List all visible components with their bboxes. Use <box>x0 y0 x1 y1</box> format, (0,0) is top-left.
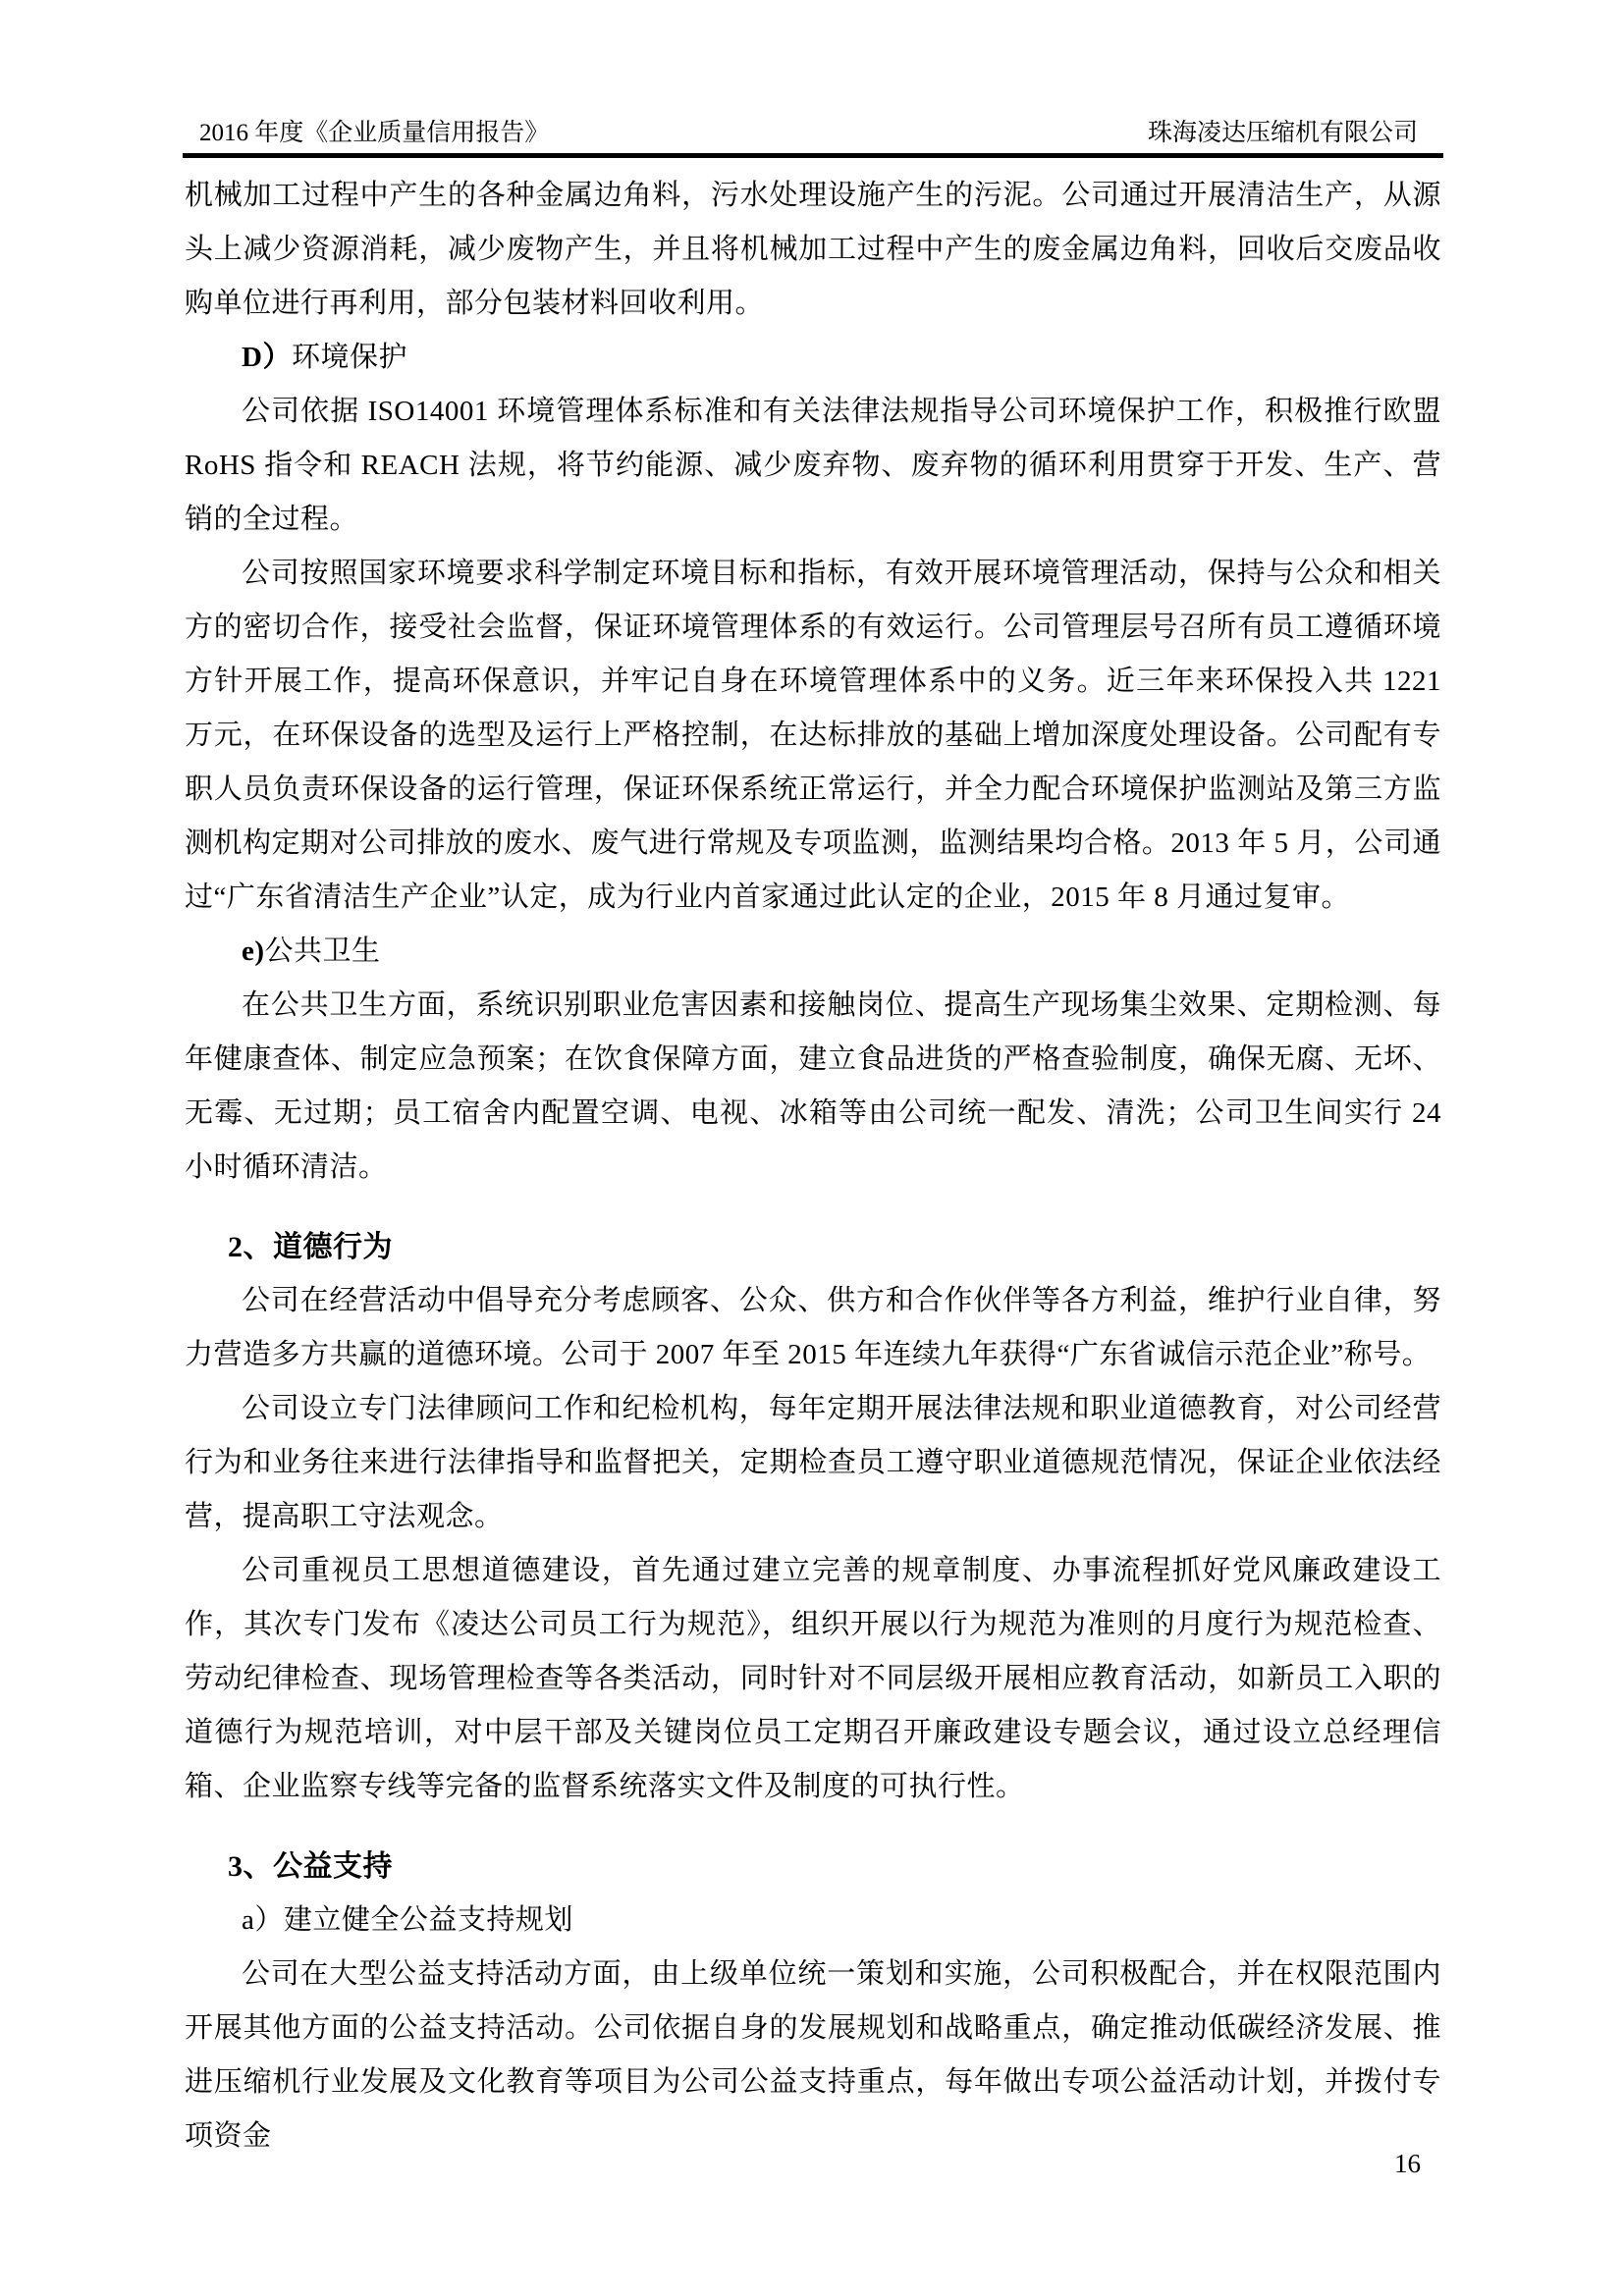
header-report-title: 2016 年度《企业质量信用报告》 <box>199 120 550 146</box>
body-paragraph: 公司设立专门法律顾问工作和纪检机构，每年定期开展法律法规和职业道德教育，对公司经营行为和业务往来进行法律指导和监督把关，定期检查员工遵守职业道德规范情况，保证企业依法经营，提高职工守法观念。 <box>185 1393 1441 1532</box>
page-number: 16 <box>1394 2149 1421 2178</box>
header-rule <box>183 153 1443 158</box>
header-company-name: 珠海凌达压缩机有限公司 <box>1147 120 1418 146</box>
section-heading-public-welfare: 3、公益支持 <box>228 1850 393 1883</box>
document-body <box>185 169 1441 2163</box>
sub-heading-prefix: e) <box>242 935 265 967</box>
sub-heading-title: 建立健全公益支持规划 <box>283 1904 573 1936</box>
body-paragraph: 公司在大型公益支持活动方面，由上级单位统一策划和实施，公司积极配合，并在权限范围内开展其他方面的公益支持活动。公司依据自身的发展规划和战略重点，确定推动低碳经济发展、推进压缩机行业发展及文化教育等项目为公司公益支持重点，每年做出专项公益活动计划，并拨付专项资金 <box>185 1958 1441 2152</box>
sub-heading-title: 公共卫生 <box>264 935 381 967</box>
body-paragraph: 公司在经营活动中倡导充分考虑顾客、公众、供方和合作伙伴等各方利益，维护行业自律，努力营造多方共赢的道德环境。公司于 2007 年至 2015 年连续九年获得“广东省诚信示范企业”称号。 <box>185 1285 1441 1370</box>
sub-heading-title: 环境保护 <box>291 342 407 373</box>
body-paragraph: 公司按照国家环境要求科学制定环境目标和指标，有效开展环境管理活动，保持与公众和相关方的密切合作，接受社会监督，保证环境管理体系的有效运行。公司管理层号召所有员工遵循环境方针开展工作，提高环保意识，并牢记自身在环境管理体系中的义务。近三年来环保投入共 1221 万元，在环保设备的选型及运行上严格控制，在达标排放的基础上增加深度处理设备。公司配有专职人员负责环保设备的运行管理，保证环保系统正常运行，并全力配合环境保护监测站及第三方监测机构定期对公司排放的废水、废气进行常规及专项监测，监测结果均合格。2013 年 5 月，公司通过“广东省清洁生产企业”认定，成为行业内首家通过此认定的企业，2015 年 8 月通过复审。 <box>185 558 1441 913</box>
body-paragraph: 公司重视员工思想道德建设，首先通过建立完善的规章制度、办事流程抓好党风廉政建设工作，其次专门发布《凌达公司员工行为规范》，组织开展以行为规范为准则的月度行为规范检查、劳动纪律检查、现场管理检查等各类活动，同时针对不同层级开展相应教育活动，如新员工入职的道德行为规范培训，对中层干部及关键岗位员工定期召开廉政建设专题会议，通过设立总经理信箱、企业监察专线等完备的监督系统落实文件及制度的可执行性。 <box>185 1555 1441 1802</box>
page-header <box>199 119 1418 147</box>
sub-heading-prefix: a） <box>242 1904 284 1936</box>
sub-heading-welfare-plan <box>185 1894 1441 1948</box>
sub-heading-environment-protection <box>185 331 1441 385</box>
sub-heading-prefix: D） <box>242 342 292 373</box>
section-heading-moral-conduct: 2、道德行为 <box>228 1231 393 1263</box>
body-paragraph: 机械加工过程中产生的各种金属边角料，污水处理设施产生的污泥。公司通过开展清洁生产，从源头上减少资源消耗，减少废物产生，并且将机械加工过程中产生的废金属边角料，回收后交废品收购单位进行再利用，部分包装材料回收利用。 <box>185 180 1441 319</box>
sub-heading-public-health <box>185 925 1441 979</box>
body-paragraph: 公司依据 ISO14001 环境管理体系标准和有关法律法规指导公司环境保护工作，积极推行欧盟 RoHS 指令和 REACH 法规，将节约能源、减少废弃物、废弃物的循环利用贯穿于开发、生产、营销的全过程。 <box>185 396 1441 535</box>
body-paragraph: 在公共卫生方面，系统识别职业危害因素和接触岗位、提高生产现场集尘效果、定期检测、每年健康查体、制定应急预案；在饮食保障方面，建立食品进货的严格查验制度，确保无腐、无坏、无霉、无过期；员工宿舍内配置空调、电视、冰箱等由公司统一配发、清洗；公司卫生间实行 24 小时循环清洁。 <box>185 989 1441 1183</box>
